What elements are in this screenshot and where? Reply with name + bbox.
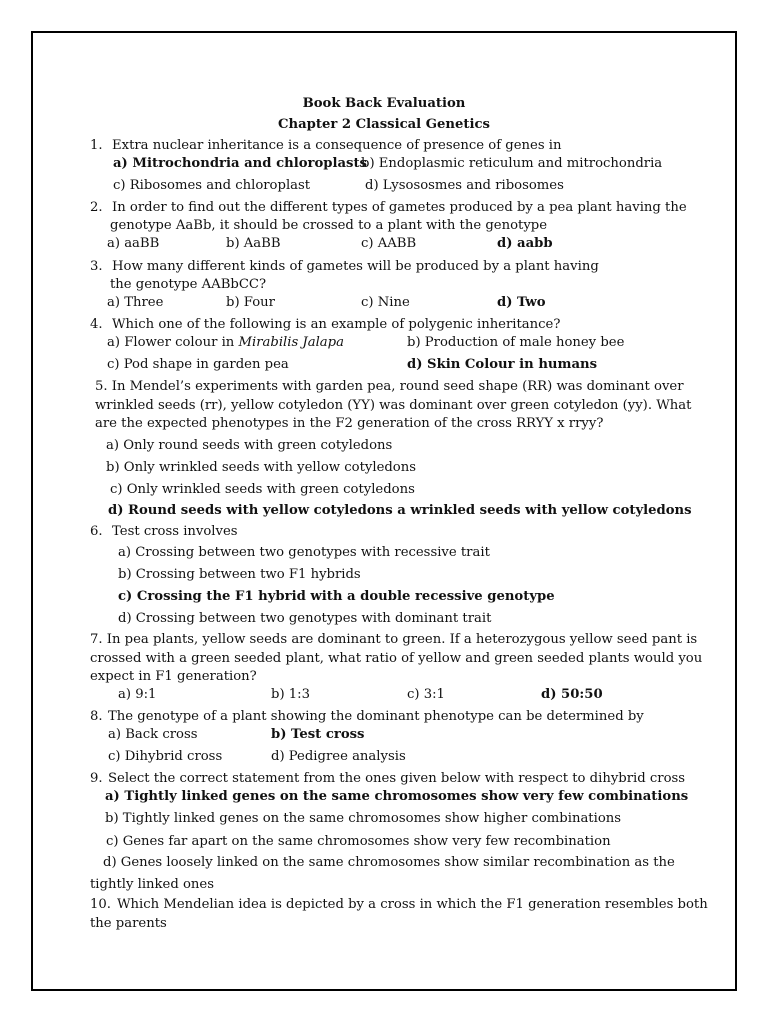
question-8-option-c: c) Dihybrid cross (108, 749, 223, 764)
question-1-option-d: d) Lysososmes and ribosomes (365, 178, 564, 193)
question-8-option-a: a) Back cross (108, 727, 198, 742)
question-6-option-b: b) Crossing between two F1 hybrids (118, 567, 361, 582)
question-1-option-c: c) Ribosomes and chloroplast (113, 178, 311, 193)
question-1-option-a: a) Mitrochondria and chloroplasts (113, 156, 367, 171)
question-9-text: Select the correct statement from the ones given below with respect to dihybrid cross (108, 771, 686, 786)
question-8-option-d: d) Pedigree analysis (271, 749, 406, 764)
question-9-option-a: a) Tightly linked genes on the same chromosomes show very few combinations (105, 789, 689, 804)
question-4-option-b: b) Production of male honey bee (407, 335, 625, 350)
question-6-option-a: a) Crossing between two genotypes with recessive trait (118, 545, 490, 560)
question-6-option-d: d) Crossing between two genotypes with dominant trait (118, 611, 492, 626)
question-7-option-a: a) 9:1 (118, 687, 157, 702)
question-3-option-a: a) Three (107, 295, 164, 310)
question-3-option-d: d) Two (497, 295, 546, 310)
question-7-option-d: d) 50:50 (541, 687, 603, 702)
question-1-text: Extra nuclear inheritance is a consequence of presence of genes in (112, 138, 562, 153)
question-9-option-c: c) Genes far apart on the same chromosomes show very few recombination (106, 834, 611, 849)
question-5-option-d: d) Round seeds with yellow cotyledons a wrinkled seeds with yellow cotyledons (108, 503, 692, 518)
question-9-option-b: b) Tightly linked genes on the same chromosomes show higher combinations (105, 811, 622, 826)
question-2-option-c: c) AABB (361, 236, 417, 251)
question-3-option-b: b) Four (226, 295, 275, 310)
question-3-text-line-1: How many different kinds of gametes will be produced by a plant having (112, 259, 599, 274)
question-8-number: 8. (90, 709, 103, 724)
question-6-text: Test cross involves (112, 524, 238, 539)
question-2-option-d: d) aabb (497, 236, 553, 251)
question-9-option-d-line-1: d) Genes loosely linked on the same chromosomes show similar recombination as the (103, 855, 675, 870)
question-5-text-line-2: wrinkled seeds (rr), yellow cotyledon (YY) was dominant over green cotyledon (yy). What (95, 398, 692, 413)
question-5-text-line-3: are the expected phenotypes in the F2 generation of the cross RRYY x rryy? (95, 416, 604, 431)
question-4-option-a-text: a) Flower colour in (107, 335, 239, 350)
question-8-text: The genotype of a plant showing the dominant phenotype can be determined by (108, 709, 644, 724)
question-6-number: 6. (90, 524, 103, 539)
question-10-text-line-1: Which Mendelian idea is depicted by a cross in which the F1 generation resembles both (117, 897, 708, 912)
question-4-text: Which one of the following is an example of polygenic inheritance? (112, 317, 561, 332)
question-5-option-a: a) Only round seeds with green cotyledons (106, 438, 393, 453)
question-2-option-b: b) AaBB (226, 236, 281, 251)
question-4-option-d: d) Skin Colour in humans (407, 357, 598, 372)
question-4-option-a-species: Mirabilis Jalapa (238, 335, 344, 350)
question-9-option-d-line-2: tightly linked ones (90, 877, 214, 892)
question-6-option-c: c) Crossing the F1 hybrid with a double recessive genotype (118, 589, 555, 604)
question-8-option-b: b) Test cross (271, 727, 365, 742)
question-2-text-line-2: genotype AaBb, it should be crossed to a plant with the genotype (110, 218, 548, 233)
question-3-text-line-2: the genotype AABbCC? (110, 277, 267, 292)
question-7-option-b: b) 1:3 (271, 687, 311, 702)
question-5-option-c: c) Only wrinkled seeds with green cotyledons (110, 482, 415, 497)
question-9-number: 9. (90, 771, 103, 786)
question-10-number: 10. (90, 897, 111, 912)
question-3-option-c: c) Nine (361, 295, 410, 310)
question-7-option-c: c) 3:1 (407, 687, 445, 702)
question-3-number: 3. (90, 259, 103, 274)
document-subtitle: Chapter 2 Classical Genetics (278, 117, 490, 132)
question-5-text-line-1: 5. In Mendel’s experiments with garden pea, round seed shape (RR) was dominant over (95, 379, 684, 394)
question-4-option-a (107, 334, 344, 351)
question-2-option-a: a) aaBB (107, 236, 160, 251)
question-1-number: 1. (90, 138, 103, 153)
question-5-option-b: b) Only wrinkled seeds with yellow cotyledons (106, 460, 417, 475)
question-2-text-line-1: In order to find out the different types of gametes produced by a pea plant having the (112, 200, 687, 215)
question-7-text-line-1: 7. In pea plants, yellow seeds are dominant to green. If a heterozygous yellow seed pant is (90, 632, 698, 647)
document-title: Book Back Evaluation (302, 96, 466, 111)
question-4-option-c: c) Pod shape in garden pea (107, 357, 289, 372)
question-4-number: 4. (90, 317, 103, 332)
question-2-number: 2. (90, 200, 103, 215)
question-1-option-b: b) Endoplasmic reticulum and mitrochondria (361, 156, 663, 171)
question-10-text-line-2: the parents (90, 916, 167, 931)
question-7-text-line-3: expect in F1 generation? (90, 669, 257, 684)
question-7-text-line-2: crossed with a green seeded plant, what ratio of yellow and green seeded plants would you (90, 651, 703, 666)
